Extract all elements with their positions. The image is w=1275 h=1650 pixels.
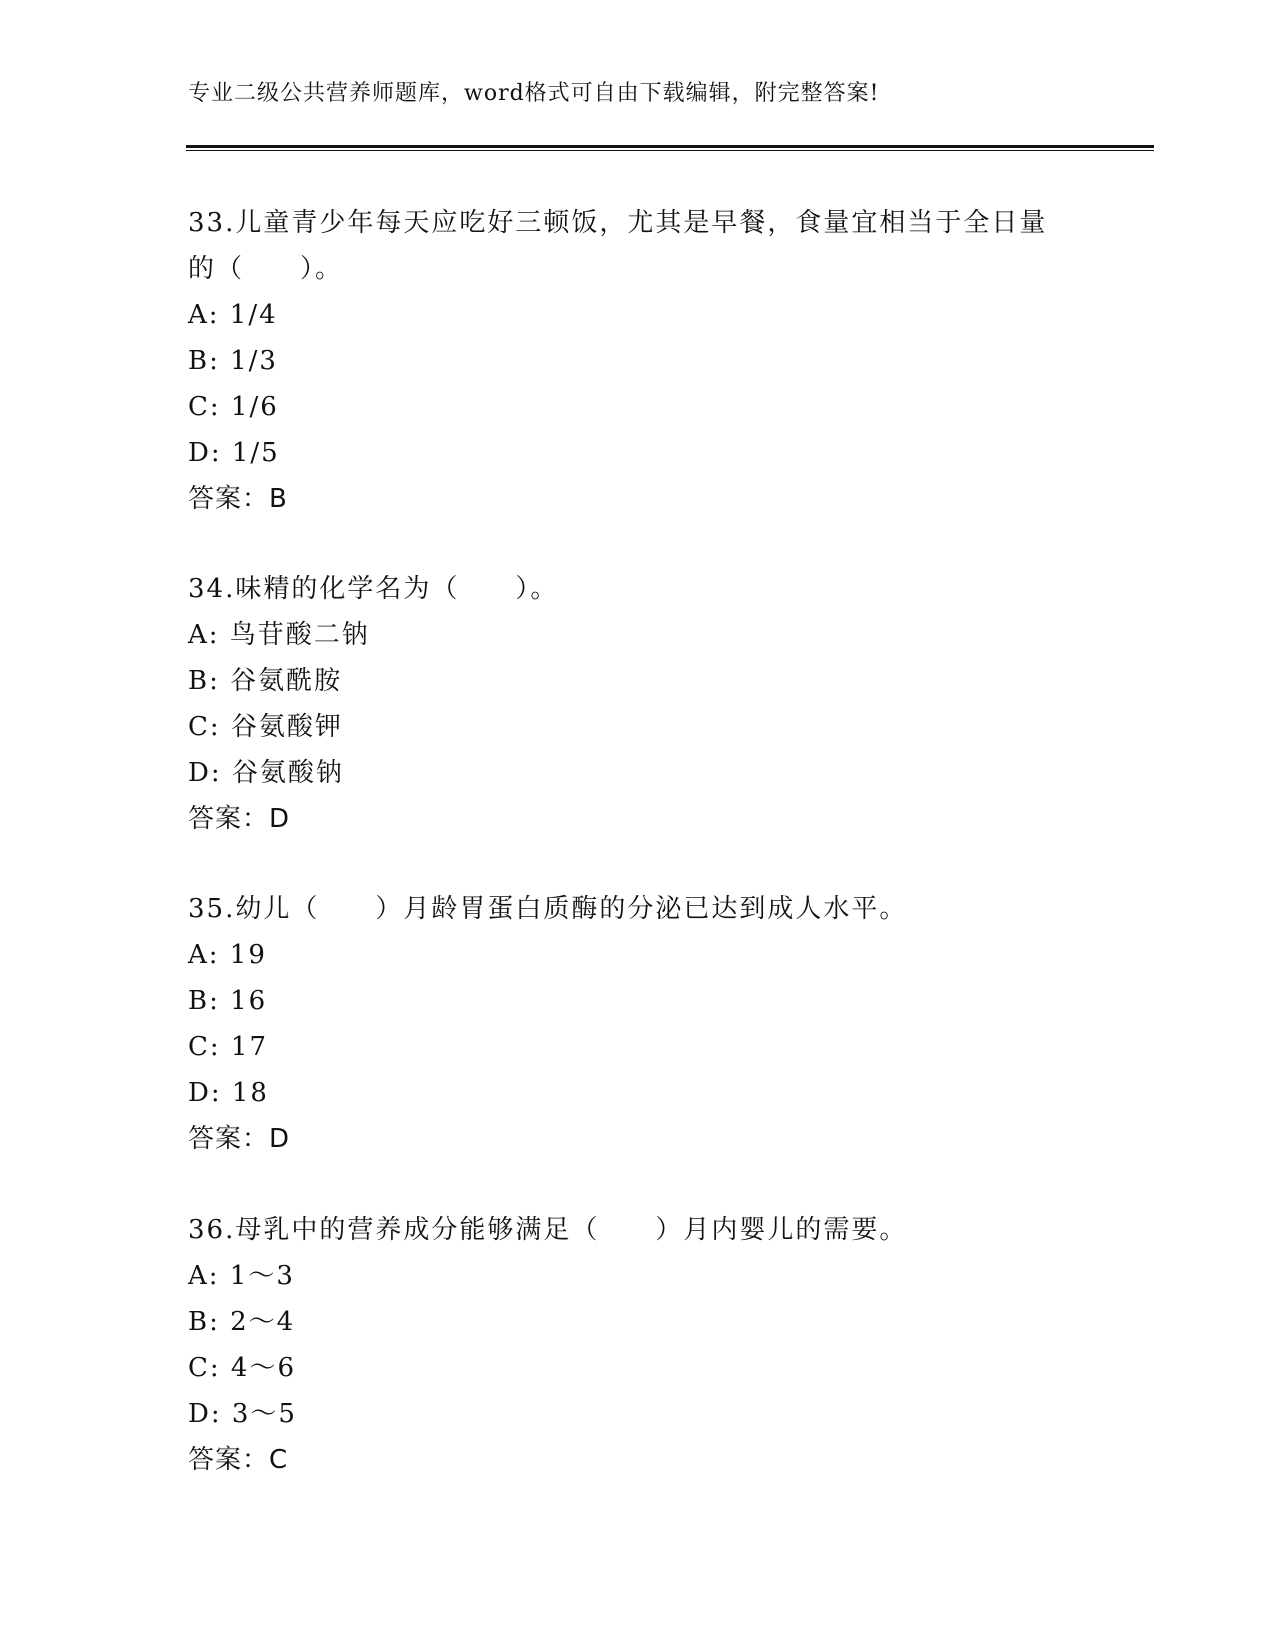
question-35 <box>188 886 1088 1162</box>
question-stem: 35.幼儿（ ）月龄胃蛋白质酶的分泌已达到成人水平。 <box>188 894 908 924</box>
option-c: C: 1/6 <box>188 392 279 422</box>
question-34 <box>188 566 1088 842</box>
question-stem: 33.儿童青少年每天应吃好三顿饭，尤其是早餐，食量宜相当于全日量 <box>188 208 1048 238</box>
option-c: C: 17 <box>188 1032 269 1062</box>
question-stem-continued: 的（ ）。 <box>188 254 344 284</box>
question-stem: 34.味精的化学名为（ ）。 <box>188 574 559 604</box>
page-header: 专业二级公共营养师题库，word格式可自由下载编辑，附完整答案! <box>188 81 880 106</box>
option-d: D: 谷氨酸钠 <box>188 758 344 788</box>
option-b: B: 16 <box>188 986 268 1016</box>
option-d: D: 18 <box>188 1078 269 1108</box>
answer-label: 答案：B <box>188 484 288 514</box>
question-33 <box>188 200 1088 522</box>
option-a: A: 19 <box>188 940 267 970</box>
header-divider <box>186 145 1154 151</box>
option-b: B: 谷氨酰胺 <box>188 666 343 696</box>
option-a: A: 鸟苷酸二钠 <box>188 620 370 650</box>
question-stem: 36.母乳中的营养成分能够满足（ ）月内婴儿的需要。 <box>188 1215 908 1245</box>
answer-label: 答案：D <box>188 804 291 834</box>
option-a: A: 1～3 <box>188 1261 295 1291</box>
question-36 <box>188 1207 1088 1483</box>
answer-label: 答案：C <box>188 1445 289 1475</box>
option-d: D: 1/5 <box>188 438 280 468</box>
option-b: B: 2～4 <box>188 1307 296 1337</box>
option-c: C: 4～6 <box>188 1353 297 1383</box>
option-c: C: 谷氨酸钾 <box>188 712 343 742</box>
option-d: D: 3～5 <box>188 1399 297 1429</box>
option-a: A: 1/4 <box>188 300 278 330</box>
answer-label: 答案：D <box>188 1124 291 1154</box>
option-b: B: 1/3 <box>188 346 278 376</box>
